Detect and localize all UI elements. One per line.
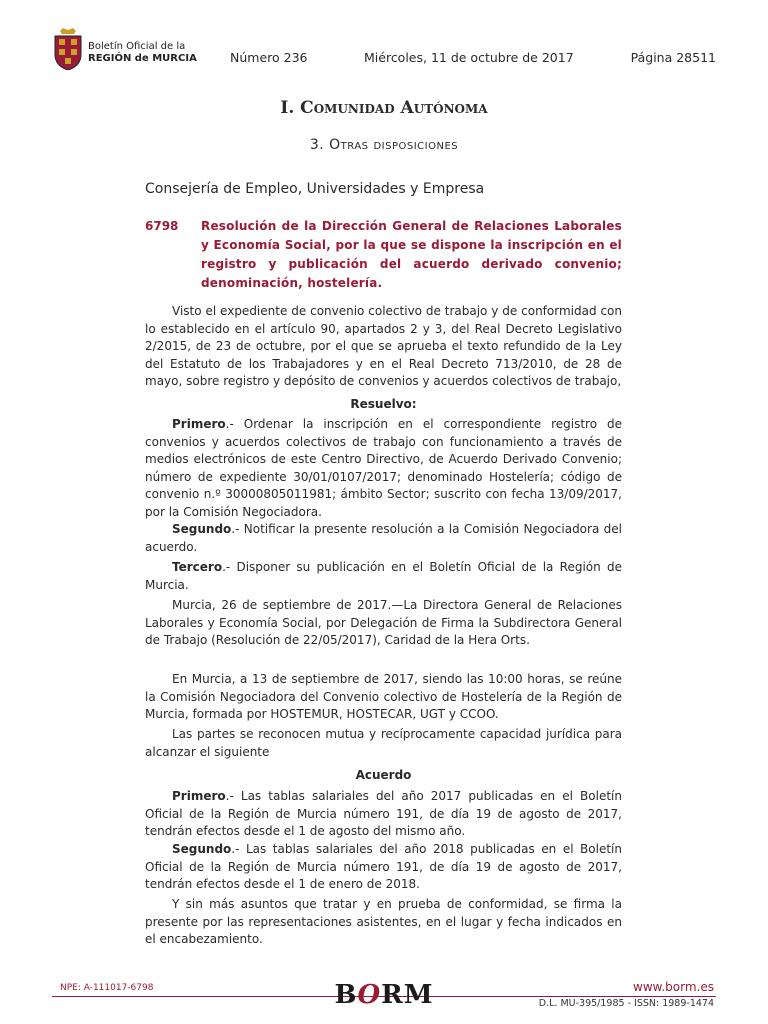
tercero-label: Tercero [172,560,223,574]
acuerdo-segundo-label: Segundo [172,842,232,856]
acuerdo-primero-text: .- Las tablas salariales del año 2017 publicadas en el Boletín Oficial de la Región de Murcia número 191, de día 19 de agosto de 2017, tendrán efectos desde el 1 de agosto del mismo año. [145,789,622,838]
brand-line-2: REGIÓN de MURCIA [88,53,197,64]
meeting-paragraph: En Murcia, a 13 de septiembre de 2017, siendo las 10:00 horas, se reúne la Comisión Negociadora del Convenio colectivo de Hostelería de la Región de Murcia, formada por HOSTEMUR, HOSTECAR, UGT y CCOO. [145,672,622,721]
issue-date: Miércoles, 11 de octubre de 2017 [364,50,574,65]
logo-letter-b: B [334,980,358,1010]
tercero-paragraph [145,559,622,594]
primero-text: .- Ordenar la inscripción en el correspondiente registro de convenios y acuerdos colectivos de trabajo con funcionamiento a través de medios electrónicos de este Centro Directivo, de Acuerdo Derivado Convenio; número de expediente 30/01/0107/2017; denominado Hostelería; código de convenio n.º 30000805011981; ámbito Sector; suscrito con fecha 13/09/2017, por la Comisión Negociadora. [145,417,622,519]
primero-paragraph [145,416,622,521]
brand-name [88,41,197,65]
closing-paragraph: Y sin más asuntos que tratar y en prueba de conformidad, se firma la presente por las representaciones asistentes, en el lugar y fecha indicados en el encabezamiento. [145,897,622,946]
resolution-number: 6798 [145,219,179,233]
acuerdo-heading: Acuerdo [355,768,412,782]
resolution-title: Resolución de la Dirección General de Relaciones Laborales y Economía Social, por la que se dispone la inscripción en el registro y publicación del acuerdo derivado convenio; denominación, hostelería. [201,219,622,290]
signature-paragraph: Murcia, 26 de septiembre de 2017.—La Directora General de Relaciones Laborales y Economía Social, por Delegación de Firma la Subdirectora General de Trabajo (Resolución de 22/05/2017), Caridad de la Hera Orts. [145,598,622,647]
segundo-paragraph [145,521,622,556]
tercero-text: .- Disponer su publicación en el Boletín Oficial de la Región de Murcia. [145,560,622,592]
issue-number: Número 236 [230,50,308,65]
npe-code: NPE: A-111017-6798 [60,983,154,993]
acuerdo-primero-label: Primero [172,789,226,803]
segundo-label: Segundo [172,522,232,536]
acuerdo-primero-paragraph [145,788,622,841]
acuerdo-segundo-text: .- Las tablas salariales del año 2018 publicadas en el Boletín Oficial de la Región de Murcia número 191, de día 19 de agosto de 2017, tendrán efectos desde el 1 de enero de 2018. [145,842,622,891]
page-header [52,28,716,72]
section-title: I. Comunidad Autónoma [280,98,488,118]
ministry-name: Consejería de Empleo, Universidades y Empresa [145,181,485,197]
resuelvo-heading: Resuelvo: [350,397,417,411]
parties-paragraph: Las partes se reconocen mutua y recíprocamente capacidad jurídica para alcanzar el siguiente [145,727,622,759]
section-subtitle: 3. Otras disposiciones [309,137,459,153]
region-crest-icon [52,28,84,70]
primero-label: Primero [172,417,226,431]
website-link[interactable]: www.borm.es [633,980,714,994]
acuerdo-segundo-paragraph [145,841,622,894]
intro-paragraph: Visto el expediente de convenio colectivo de trabajo y de conformidad con lo establecido en el artículo 90, apartados 2 y 3, del Real Decreto Legislativo 2/2015, de 23 de octubre, por el que se aprueba el texto refundido de la Ley del Estatuto de los Trabajadores y en el Real Decreto 713/2010, de 28 de mayo, sobre registro y depósito de convenios y acuerdos colectivos de trabajo, [145,304,622,388]
brand-line-1: Boletín Oficial de la [88,41,186,52]
legal-deposit: D.L. MU-395/1985 - ISSN: 1989-1474 [538,998,714,1009]
logo-letter-o: O [357,980,382,1010]
logo-letters-rm: RM [381,980,434,1010]
page-number: Página 28511 [630,50,716,65]
segundo-text: .- Notificar la presente resolución a la Comisión Negociadora del acuerdo. [145,522,622,554]
